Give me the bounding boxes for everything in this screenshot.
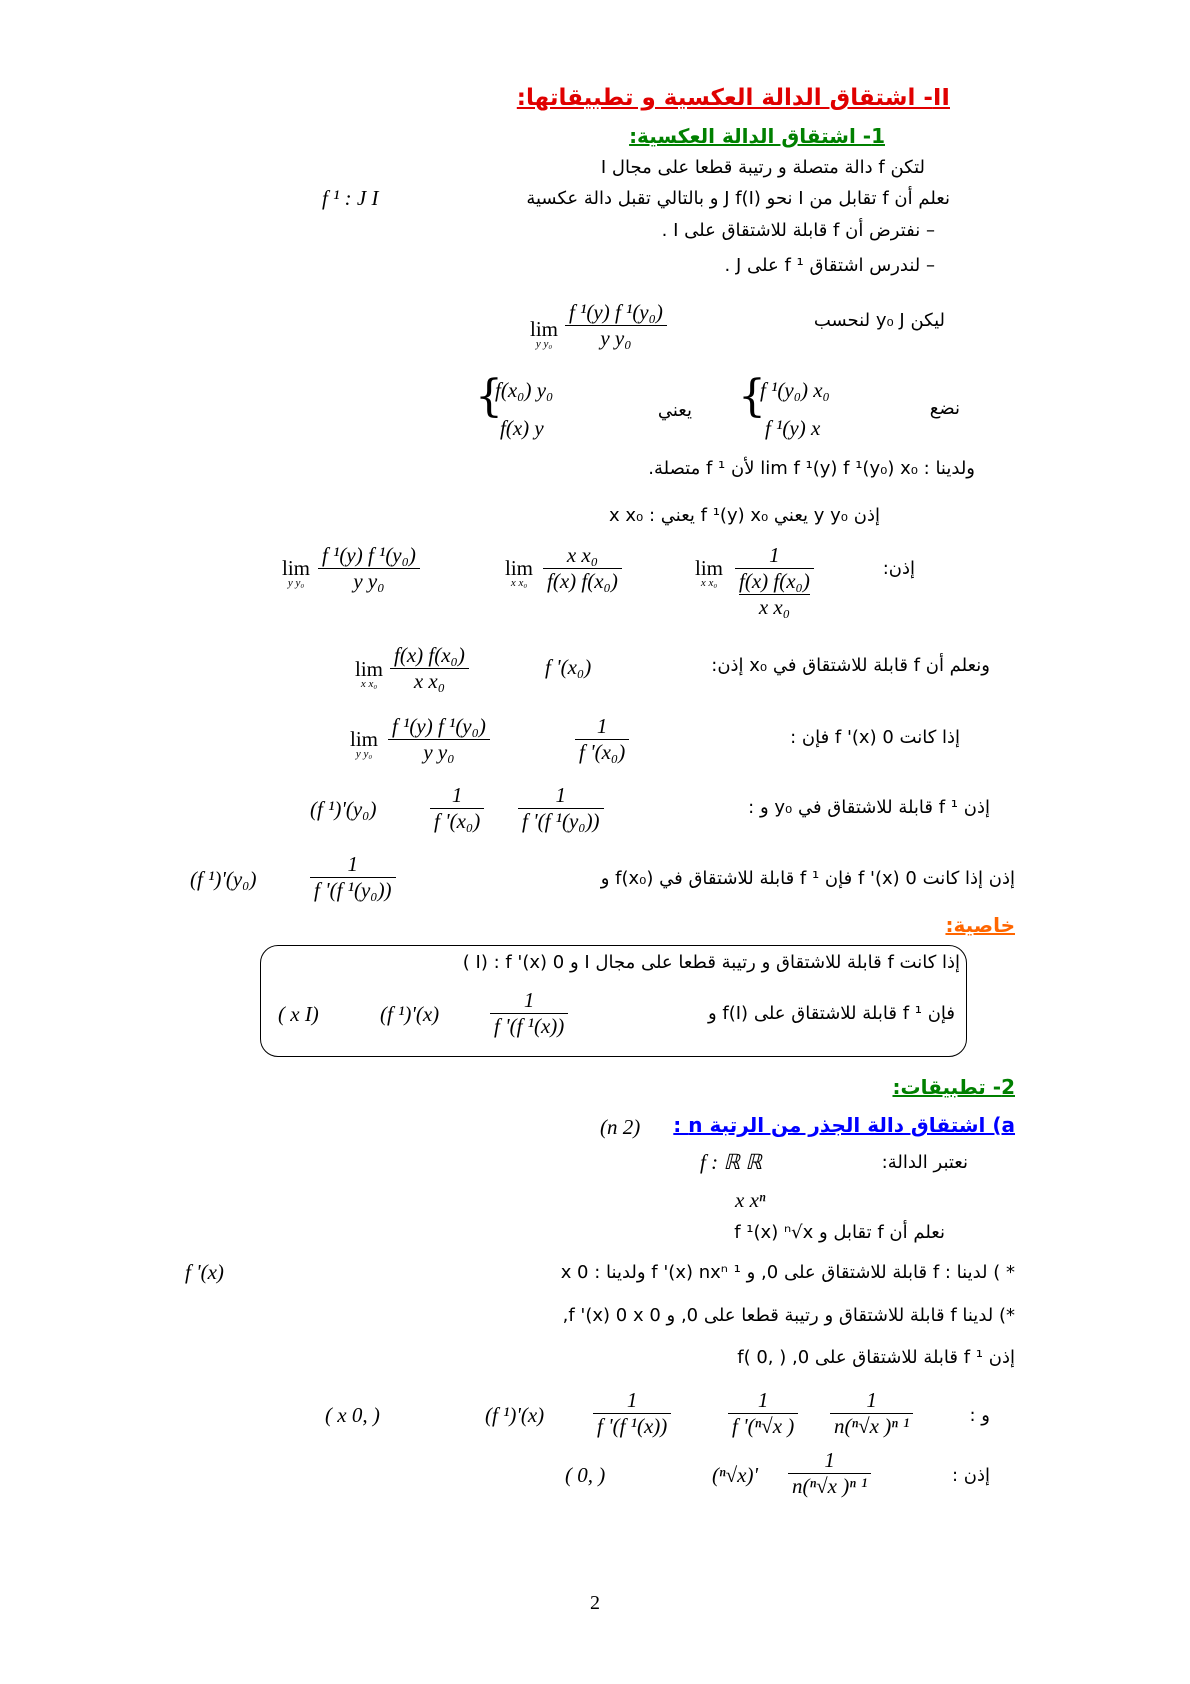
fraction-denominator: n(ⁿ√x )ⁿ ¹	[830, 1413, 913, 1439]
application-a-title: a) اشتقاق دالة الجذر من الرتبة n :	[673, 1113, 1015, 1137]
lim-label: lim	[355, 657, 384, 681]
inverse-derivative-x: (f ¹)'(x)	[380, 1002, 440, 1026]
fraction-numerator: f ¹(y) f ¹(y₀)	[569, 300, 663, 324]
text-line-11: إذا كانت f '(x) 0 فإن :	[790, 727, 960, 748]
fraction-denominator: y y₀	[565, 325, 667, 351]
fraction-property	[490, 988, 568, 1039]
fraction-numerator: 1	[555, 783, 567, 807]
lim-label: lim	[505, 556, 534, 580]
fraction-numerator: x x₀	[566, 543, 599, 567]
nested-fraction	[739, 569, 810, 620]
fraction-one-over-fprime-inverse	[518, 783, 604, 834]
limit-operator-e	[350, 727, 378, 760]
fraction-result	[310, 852, 396, 903]
page-number: 2	[590, 1592, 600, 1614]
n-range: (n 2)	[600, 1115, 641, 1139]
system-2-line-a: f(x₀) y₀	[495, 378, 554, 402]
limit-operator	[530, 317, 558, 350]
fraction-x-rate	[543, 543, 622, 594]
fraction-numerator: 1	[824, 1448, 835, 1472]
fraction-numerator: 1	[596, 714, 608, 738]
limit-operator-a	[282, 556, 310, 589]
text-line-9: إذن:	[882, 558, 915, 579]
text-line-5: ليكن y₀ J لنحسب	[813, 310, 945, 331]
brace-left-1: {	[738, 371, 766, 422]
derivative-at-x0: f '(x₀)	[545, 655, 592, 679]
lim-label: lim	[350, 727, 379, 751]
property-line-1: إذا كانت f قابلة للاشتقاق و رتيبة قطعا على مجال I و 0 I) : f '(x) )	[462, 952, 960, 973]
fraction-f-rate	[390, 643, 469, 694]
system-1-line-a: f ¹(y₀) x₀	[760, 378, 830, 402]
fraction-inverse-rate-a	[318, 543, 420, 594]
app-line-4: *) لدينا f قابلة للاشتقاق و رتيبة قطعا على 0, و f '(x) 0 x 0,	[562, 1305, 1015, 1326]
inverse-derivative-y0-b: (f ¹)'(y₀)	[190, 867, 257, 891]
app-line-5: إذن f ¹ قابلة للاشتقاق على 0, f( 0, )	[737, 1347, 1015, 1368]
system-2-line-b: f(x) y	[500, 416, 544, 440]
lim-subscript: x x₀	[700, 577, 718, 589]
text-line-8: إذن y y₀ يعني f ¹(y) x₀ يعني : x x₀	[609, 505, 880, 526]
fraction-denominator: y y₀	[318, 568, 420, 594]
text-line-6b: يعني	[657, 400, 692, 421]
fraction-app-3	[830, 1388, 913, 1439]
function-definition: f : ℝ ℝ	[700, 1150, 762, 1174]
fraction-one-over-fprime	[575, 714, 629, 765]
limit-operator-c	[695, 556, 723, 589]
fraction-denominator: f(x) f(x₀)	[543, 568, 622, 594]
fraction-denominator: f '(f ¹(y₀))	[518, 808, 604, 834]
subsection-title-applications: 2- تطبيقات:	[892, 1075, 1015, 1099]
lim-label: lim	[282, 556, 311, 580]
property-title: خاصية:	[945, 913, 1015, 937]
system-1-line-b: f ¹(y) x	[765, 416, 821, 440]
brace-left-2: {	[475, 371, 503, 422]
fraction-numerator: f ¹(y) f ¹(y₀)	[322, 543, 416, 567]
app-line-2: نعلم أن f تقابل و f ¹(x) ⁿ√x	[734, 1222, 945, 1243]
function-mapping: x xⁿ	[735, 1188, 766, 1212]
lim-subscript: y y₀	[287, 577, 305, 589]
inverse-derivative-y0: (f ¹)'(y₀)	[310, 797, 377, 821]
fraction-denominator: x x₀	[390, 668, 469, 694]
lim-subscript: x x₀	[360, 678, 378, 690]
section-title: II- اشتقاق الدالة العكسية و تطبيقاتها:	[516, 85, 950, 111]
fraction-denominator: y y₀	[388, 739, 490, 765]
fraction-numerator: f ¹(y) f ¹(y₀)	[392, 714, 486, 738]
lim-subscript: y y₀	[355, 748, 373, 760]
text-line-2: نعلم أن f تقابل من I نحو J f(I) و بالتالي تقبل دالة عكسية	[526, 188, 950, 209]
fraction-app-2	[728, 1388, 798, 1439]
fraction-app-1	[593, 1388, 671, 1439]
fraction-numerator: 1	[757, 1388, 769, 1412]
lim-subscript: x x₀	[510, 577, 528, 589]
app-line-6: و :	[969, 1405, 990, 1426]
fraction-denominator: f '(f ¹(y₀))	[310, 877, 396, 903]
limit-operator-b	[505, 556, 533, 589]
fraction-denominator: f '(f ¹(x))	[490, 1013, 568, 1039]
derivative-f: f '(x)	[185, 1260, 224, 1284]
text-line-1: لتكن f دالة متصلة و رتيبة قطعا على مجال I	[600, 157, 925, 178]
text-line-12: إذن f ¹ قابلة للاشتقاق في y₀ و :	[748, 797, 990, 818]
app-line-1: نعتبر الدالة:	[881, 1152, 968, 1173]
lim-label: lim	[530, 317, 559, 341]
text-line-3: – نفترض أن f قابلة للاشتقاق على I .	[661, 220, 935, 241]
property-line-2: فإن f ¹ قابلة للاشتقاق على f(I) و	[707, 1003, 955, 1024]
text-line-10: ونعلم أن f قابلة للاشتقاق في x₀ إذن:	[711, 655, 990, 676]
text-line-13: إذن إذا كانت f '(x) 0 فإن f ¹ قابلة للاشتقاق في f(x₀) و	[600, 868, 1015, 889]
fraction-denominator: f '(f ¹(x))	[593, 1413, 671, 1439]
inverse-function-notation: f ¹ : J I	[322, 186, 379, 210]
text-line-7: ولدينا : lim f ¹(y) f ¹(y₀) x₀ لأن f ¹ متصلة.	[648, 458, 975, 479]
fraction-numerator: 1	[769, 543, 780, 567]
fraction-denominator	[735, 568, 814, 620]
fraction-numerator: 1	[523, 988, 535, 1012]
fraction-numerator: 1	[451, 783, 463, 807]
fraction-root-derivative	[788, 1448, 871, 1499]
fraction-numerator: 1	[866, 1388, 877, 1412]
root-derivative: (ⁿ√x)'	[712, 1463, 758, 1487]
nested-numerator: f(x) f(x₀)	[739, 569, 810, 593]
interval-positive: ( 0, )	[565, 1463, 606, 1487]
nested-denominator: x x₀	[739, 594, 810, 620]
lim-subscript: y y₀	[535, 338, 553, 350]
fraction-inverse-rate	[565, 300, 667, 351]
app-line-7: إذن :	[951, 1465, 990, 1486]
fraction-inverse-rate-b	[388, 714, 490, 765]
text-line-6: نضع	[929, 398, 960, 419]
fraction-denominator: f '(x₀)	[430, 808, 484, 834]
app-line-3: * ) لدينا : f قابلة للاشتقاق على 0, و f '(x) nxⁿ ¹ ولدينا : x 0	[560, 1262, 1015, 1283]
limit-operator-d	[355, 657, 383, 690]
fraction-numerator: 1	[347, 852, 359, 876]
fraction-denominator: f '(x₀)	[575, 739, 629, 765]
fraction-denominator: f '(ⁿ√x )	[728, 1413, 798, 1439]
forall-x-positive: ( x 0, )	[325, 1403, 380, 1427]
subsection-title-inverse-derivative: 1- اشتقاق الدالة العكسية:	[629, 124, 885, 148]
fraction-numerator: 1	[626, 1388, 638, 1412]
text-line-4: – لندرس اشتقاق f ¹ على J .	[724, 255, 935, 276]
fraction-one-over-fprime-x0	[430, 783, 484, 834]
fraction-numerator: f(x) f(x₀)	[394, 643, 465, 667]
inverse-derivative-x-b: (f ¹)'(x)	[485, 1403, 545, 1427]
lim-label: lim	[695, 556, 724, 580]
fraction-denominator: n(ⁿ√x )ⁿ ¹	[788, 1473, 871, 1499]
forall-x-in-I: ( x I)	[278, 1002, 319, 1026]
fraction-reciprocal-rate	[735, 543, 814, 620]
